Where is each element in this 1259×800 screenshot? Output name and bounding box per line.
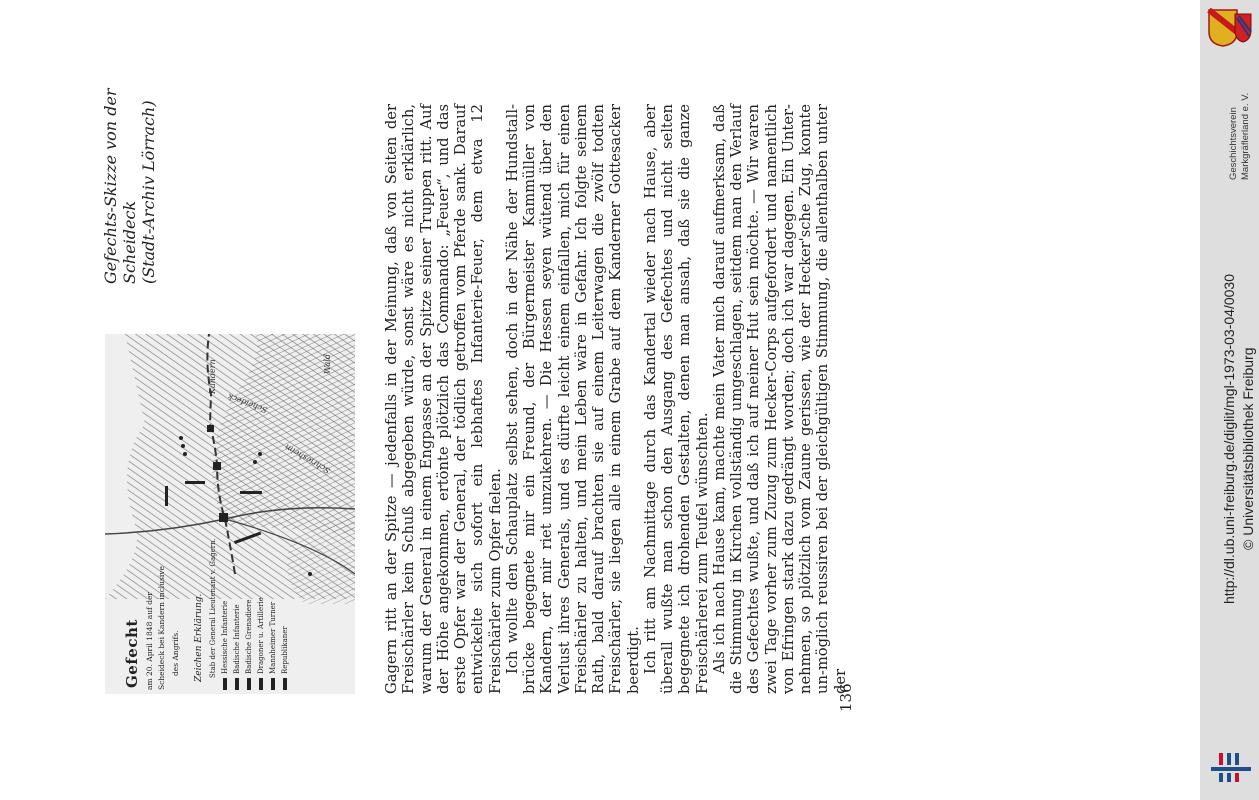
map-subtitle-line: Scheideck bei Kandern inclusive bbox=[157, 566, 166, 690]
legend-heading: Zeichen Erklärung. bbox=[194, 593, 204, 682]
caption-line: (Stadt-Archiv Lörrach) bbox=[139, 100, 158, 284]
body-paragraph: Ich ritt am Nachmittage durch das Kandertal wieder nach Hause, aber überall wußte man schon den Ausgang des Gefechtes und nicht selten begegnete ich drohenden Gestalten, denen man ansah, daß sie die ganze Freischärlerei zum Teufel wünschten. bbox=[641, 104, 711, 694]
bar-symbol-icon bbox=[283, 678, 287, 690]
article-body-text bbox=[383, 104, 849, 694]
bar-symbol-icon bbox=[247, 678, 251, 690]
map-legend bbox=[193, 540, 291, 690]
bar-symbol-icon bbox=[223, 678, 227, 690]
legend-item: Mannheimer Turner bbox=[267, 540, 279, 690]
body-paragraph: Ich wollte den Schauplatz selbst sehen, doch in der Nähe der Hundstall-brücke begegnete mir ein Freund, der Bürgermeister Kammüller von Kandern, der mir riet umzukehren. — Die Hessen seyen wütend über den Verlust ihres Generals, und es dürfte leicht einem einfallen, mich für einen Freischärler zu halten, und mein Leben wäre in Gefahr. Ich folgte seinem Rath, bald darauf brachten sie auf einem Leiterwagen die zwölf todten Freischärler, sie liegen alle in einem Grabe auf dem Kanderner Gottesacker beerdigt. bbox=[503, 104, 642, 694]
map-place-label: Scheideck bbox=[226, 391, 269, 415]
legend-item: Dragoner u. Artillerie bbox=[255, 540, 267, 690]
map-place-label: Schriesheim bbox=[283, 442, 332, 476]
society-name-line2: Markgräflerland e. V. bbox=[1240, 92, 1251, 180]
body-paragraph: Gagern ritt an der Spitze — jedenfalls in der Meinung, daß von Seiten der Freischärler kein Schuß abgegeben würde, sonst wäre es nicht erklärlich, warum der General in einem Engpasse an der Spitze seiner Truppen ritt. Auf der Höhe angekommen, ertönte plötzlich das Commando: „Feuer“, und das erste Opfer war der General, der tödlich getroffen vom Pferde sank. Darauf entwickelte sich sofort ein lebhaftes Infanterie-Feuer, dem etwa 12 Freischärler zum Opfer fielen. bbox=[383, 104, 504, 694]
legend-item: Badische Infanterie bbox=[231, 540, 243, 690]
legend-item: Republikaner bbox=[279, 540, 291, 690]
society-crest-logo bbox=[1205, 8, 1253, 48]
map-place-label: Wald bbox=[323, 354, 332, 374]
source-url-link[interactable]: http://dl.ub.uni-freiburg.de/diglit/mgl-1973-03-04/0030 bbox=[1221, 274, 1237, 604]
bar-symbol-icon bbox=[235, 678, 239, 690]
map-subtitle-line: am 20. April 1848 auf der bbox=[145, 591, 154, 690]
copyright-text: © Universitätsbibliothek Freiburg bbox=[1240, 347, 1256, 550]
bar-symbol-icon bbox=[259, 678, 263, 690]
legend-item: Stab der General Lieutenant v. Gagern. bbox=[209, 538, 217, 678]
body-paragraph: Als ich nach Hause kam, machte mein Vater mich darauf aufmerksam, daß die Stimmung in Kirchen vollständig umgeschlagen, seitdem man den Verlauf des Gefechtes wußte, und daß ich auf meiner Hut sein möchte. — Wir waren zwei Tage vorher zum Zuzug zum Hecker-Corps aufgefordert und namentlich von Efringen stark dazu gedrängt worden; doch ich war dagegen. Ein Unter-nehmen, so plötzlich vom Zaune gerissen, wie der Hecker'sche Zug, konnte un-möglich reussiren bei der gleichgültigen Stimmung, die allenthalben unter der bbox=[710, 104, 849, 694]
university-library-logo bbox=[1209, 750, 1253, 784]
map-title: Gefecht bbox=[123, 619, 141, 688]
map-place-label: Kandern bbox=[208, 359, 217, 394]
legend-item: Badische Grenadiere bbox=[243, 540, 255, 690]
figure-caption bbox=[101, 84, 158, 284]
battle-map-figure bbox=[93, 88, 378, 694]
rotated-book-page bbox=[85, 88, 875, 712]
caption-line: Gefechts-Skizze von der Scheideck bbox=[101, 88, 139, 284]
page-number: 136 bbox=[837, 683, 855, 712]
map-subtitle-line: des Angrifs. bbox=[171, 630, 180, 676]
bar-symbol-icon bbox=[271, 678, 275, 690]
society-name-line1: Geschichtsverein bbox=[1228, 107, 1239, 180]
legend-item: Hessische Infanterie bbox=[219, 540, 231, 690]
